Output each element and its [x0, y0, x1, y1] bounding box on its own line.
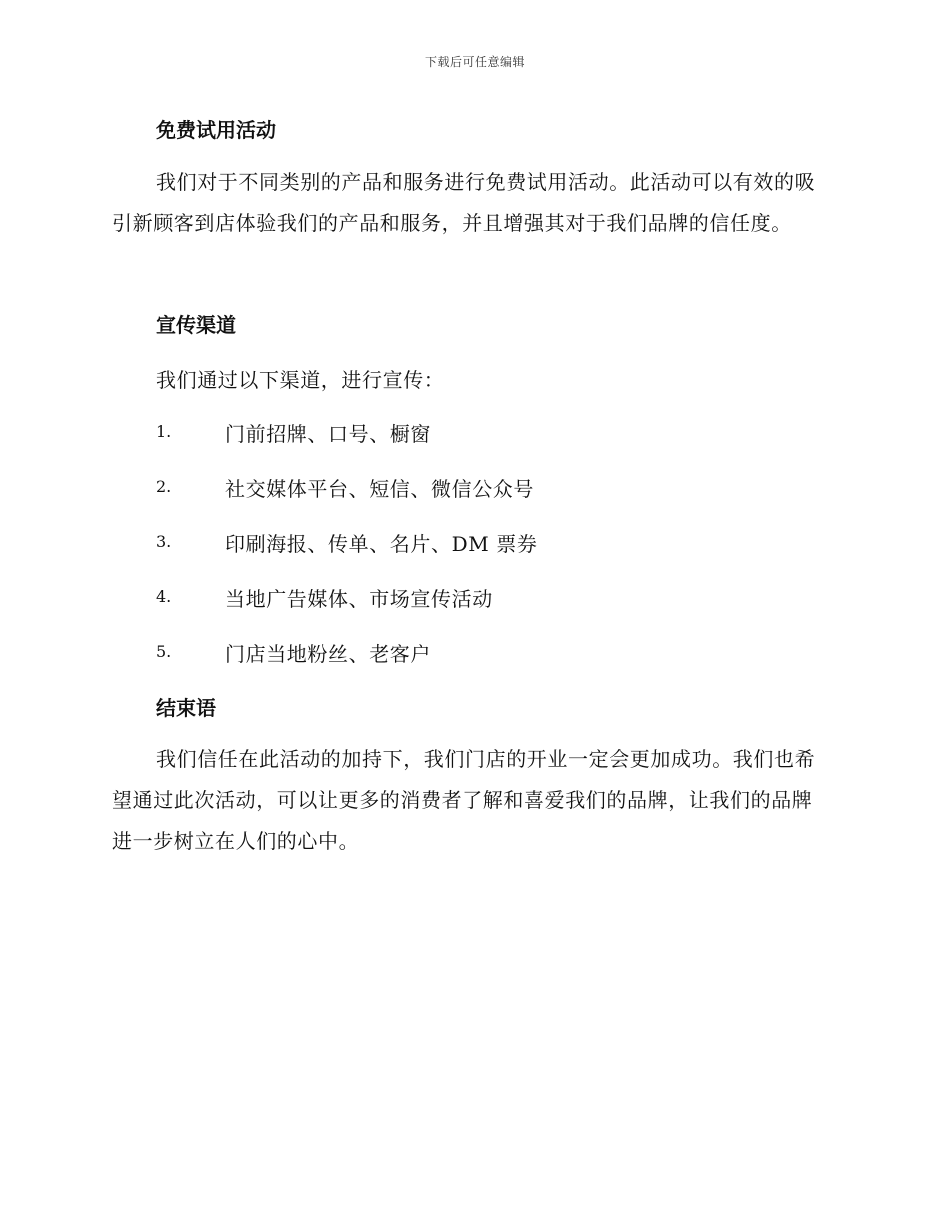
list-number: 4. [156, 587, 172, 606]
list-text: 当地广告媒体、市场宣传活动 [225, 587, 493, 611]
section-title-closing: 结束语 [156, 696, 216, 720]
list-number: 1. [156, 422, 172, 441]
list-item [156, 638, 856, 668]
list-number: 3. [156, 532, 172, 551]
channels-intro: 我们通过以下渠道，进行宣传： [156, 368, 445, 392]
list-text: 门前招牌、口号、橱窗 [225, 422, 431, 446]
list-number: 2. [156, 477, 172, 496]
section-title-free-trial: 免费试用活动 [156, 118, 276, 142]
list-text: 社交媒体平台、短信、微信公众号 [225, 477, 534, 501]
section-title-channels: 宣传渠道 [156, 313, 236, 337]
header-note: 下载后可任意编辑 [424, 55, 525, 69]
list-text: 门店当地粉丝、老客户 [225, 642, 431, 666]
list-number: 5. [156, 642, 172, 661]
list-text: 印刷海报、传单、名片、DM 票券 [225, 532, 538, 556]
list-item [156, 583, 856, 613]
list-item [156, 473, 856, 503]
list-item [156, 418, 856, 448]
closing-paragraph: 我们信任在此活动的加持下，我们门店的开业一定会更加成功。我们也希望通过此次活动，可以让更多的消费者了解和喜爱我们的品牌，让我们的品牌进一步树立在人们的心中。 [112, 747, 816, 853]
free-trial-paragraph: 我们对于不同类别的产品和服务进行免费试用活动。此活动可以有效的吸引新顾客到店体验我们的产品和服务，并且增强其对于我们品牌的信任度。 [112, 170, 816, 235]
list-item [156, 528, 856, 558]
